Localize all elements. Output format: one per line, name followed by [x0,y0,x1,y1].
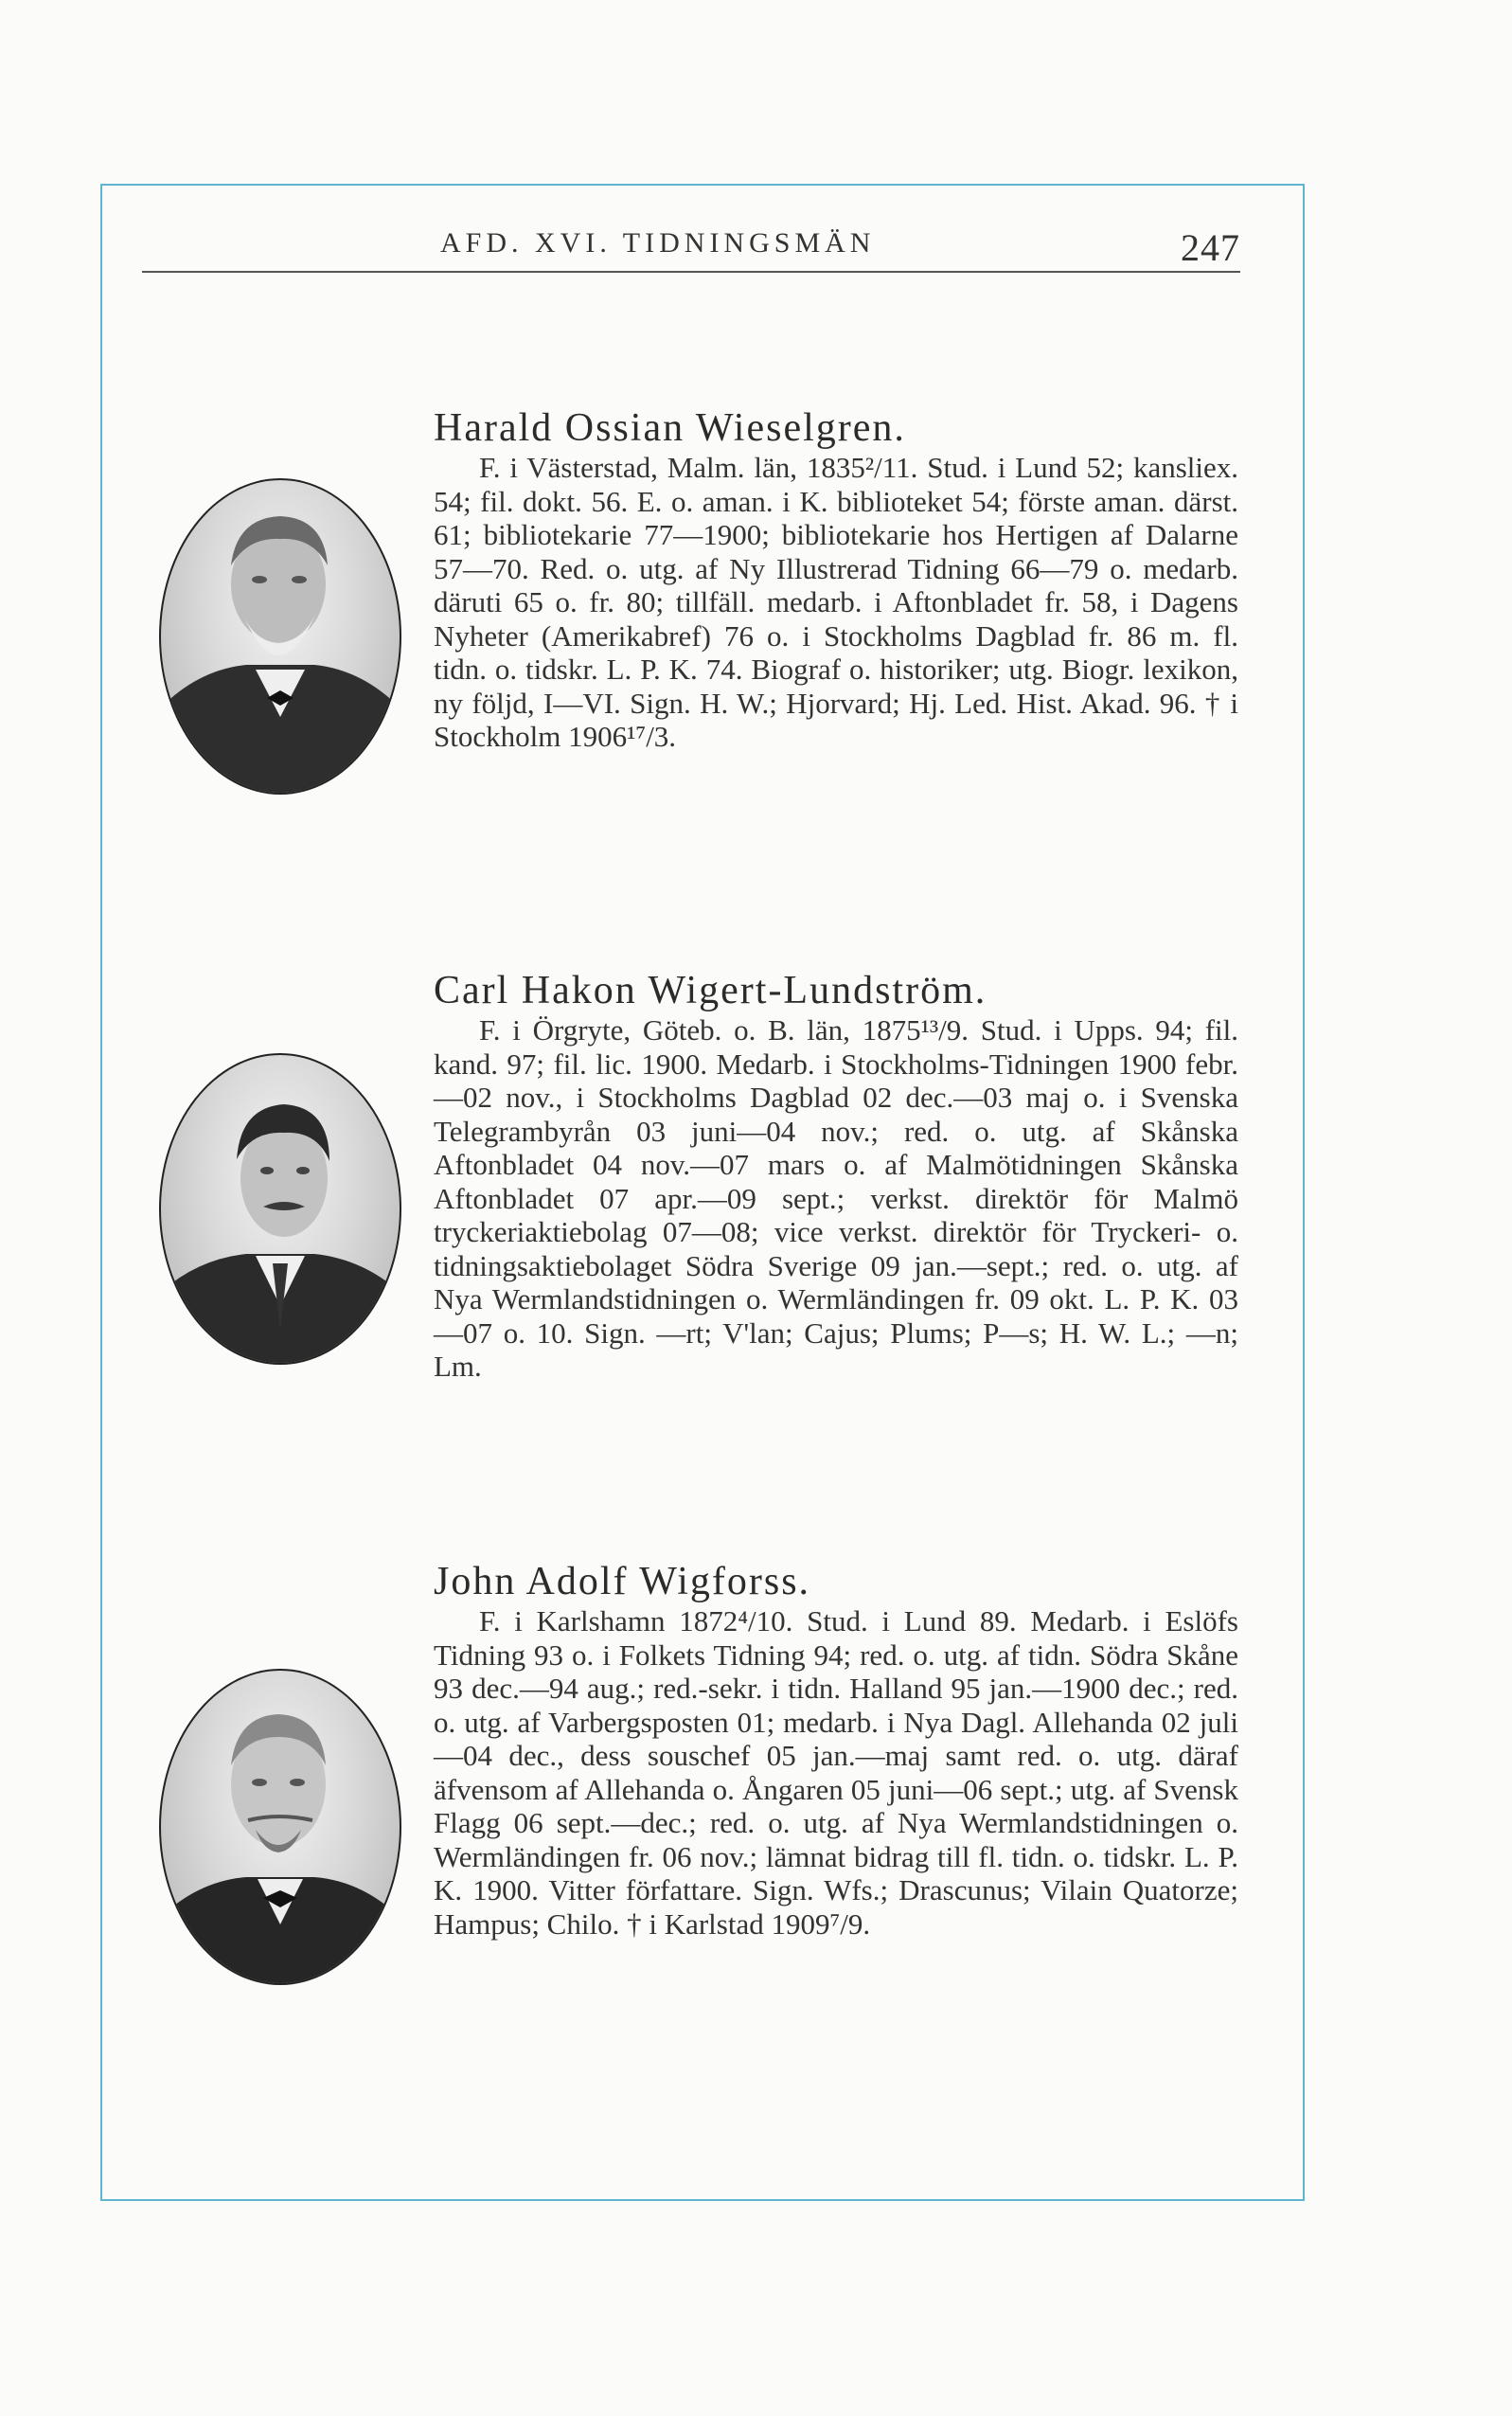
section-title: AFD. XVI. TIDNINGSMÄN [440,227,876,259]
page-number: 247 [1181,226,1240,269]
portrait-figure [161,1671,400,1983]
biography-text: F. i Västerstad, Malm. län, 1835²/11. Stud. i Lund 52; kansliex. 54; fil. dokt. 56. E. o. aman. i K. biblioteket 54; förste aman. därst. 61; bibliotekarie 77—1900; bibliotekarie hos Hertigen af Dalarne 57—70. Red. o. utg. af Ny Illustrerad Tidning 66—79 o. medarb. däruti 65 o. fr. 80; tillfäll. medarb. i Aftonbladet fr. 58, i Dagens Nyheter (Amerikabref) 76 o. i Stockholms Dagblad fr. 86 m. fl. tidn. o. tidskr. L. P. K. 74. Biograf o. historiker; utg. Biogr. lexikon, ny följd, I—VI. Sign. H. W.; Hjorvard; Hj. Led. Hist. Akad. 96. † i Stockholm 1906¹⁷/3. [434,451,1238,753]
header-rule [142,271,1240,273]
portrait-figure [161,480,400,793]
person-name: John Adolf Wigforss. [434,1560,811,1603]
portrait-photo [159,478,401,795]
biography-text: F. i Karlshamn 1872⁴/10. Stud. i Lund 89. Medarb. i Eslöfs Tidning 93 o. i Folkets Tidning 94; red. o. utg. af tidn. Södra Skåne 93 dec.—94 aug.; red.-sekr. i tidn. Halland 95 jan.—1900 dec.; red. o. utg. af Varbergsposten 01; medarb. i Nya Dagl. Allehanda 02 juli—04 dec., dess souschef 05 jan.—maj samt red. o. utg. däraf äfvensom af Allehanda o. Ångaren 05 juni—06 sept.; utg. af Svensk Flagg 06 sept.—dec.; red. o. utg. af Nya Wermlandstidningen o. Wermländingen fr. 06 nov.; lämnat bidrag till fl. tidn. o. tidskr. L. P. K. 1900. Vitter författare. Sign. Wfs.; Drascunus; Vilain Quatorze; Hampus; Chilo. † i Karlstad 1909⁷/9. [434,1604,1238,1941]
person-name: Harald Ossian Wieselgren. [434,406,906,450]
portrait-photo [159,1053,401,1365]
portrait-figure [161,1055,400,1363]
biography-text: F. i Örgryte, Göteb. o. B. län, 1875¹³/9. Stud. i Upps. 94; fil. kand. 97; fil. lic. 1900. Medarb. i Stockholms-Tidningen 1900 febr.—02 nov., i Stockholms Dagblad 02 dec.—03 maj o. i Svenska Telegrambyrån 03 juni—04 nov.; red. o. utg. af Skånska Aftonbladet 04 nov.—07 mars o. af Malmötidningen Skånska Aftonbladet 07 apr.—09 sept.; verkst. direktör för Malmö tryckeriaktiebolag 07—08; vice verkst. direktör för Tryckeri- o. tidningsaktiebolaget Södra Sverige 09 jan.—sept.; red. o. utg. af Nya Wermlandstidningen o. Wermländingen fr. 09 okt. L. P. K. 03—07 o. 10. Sign. —rt; V'lan; Cajus; Plums; P—s; H. W. L.; —n; Lm. [434,1013,1238,1383]
portrait-photo [159,1669,401,1985]
running-header [142,220,1240,277]
person-name: Carl Hakon Wigert-Lundström. [434,969,987,1012]
